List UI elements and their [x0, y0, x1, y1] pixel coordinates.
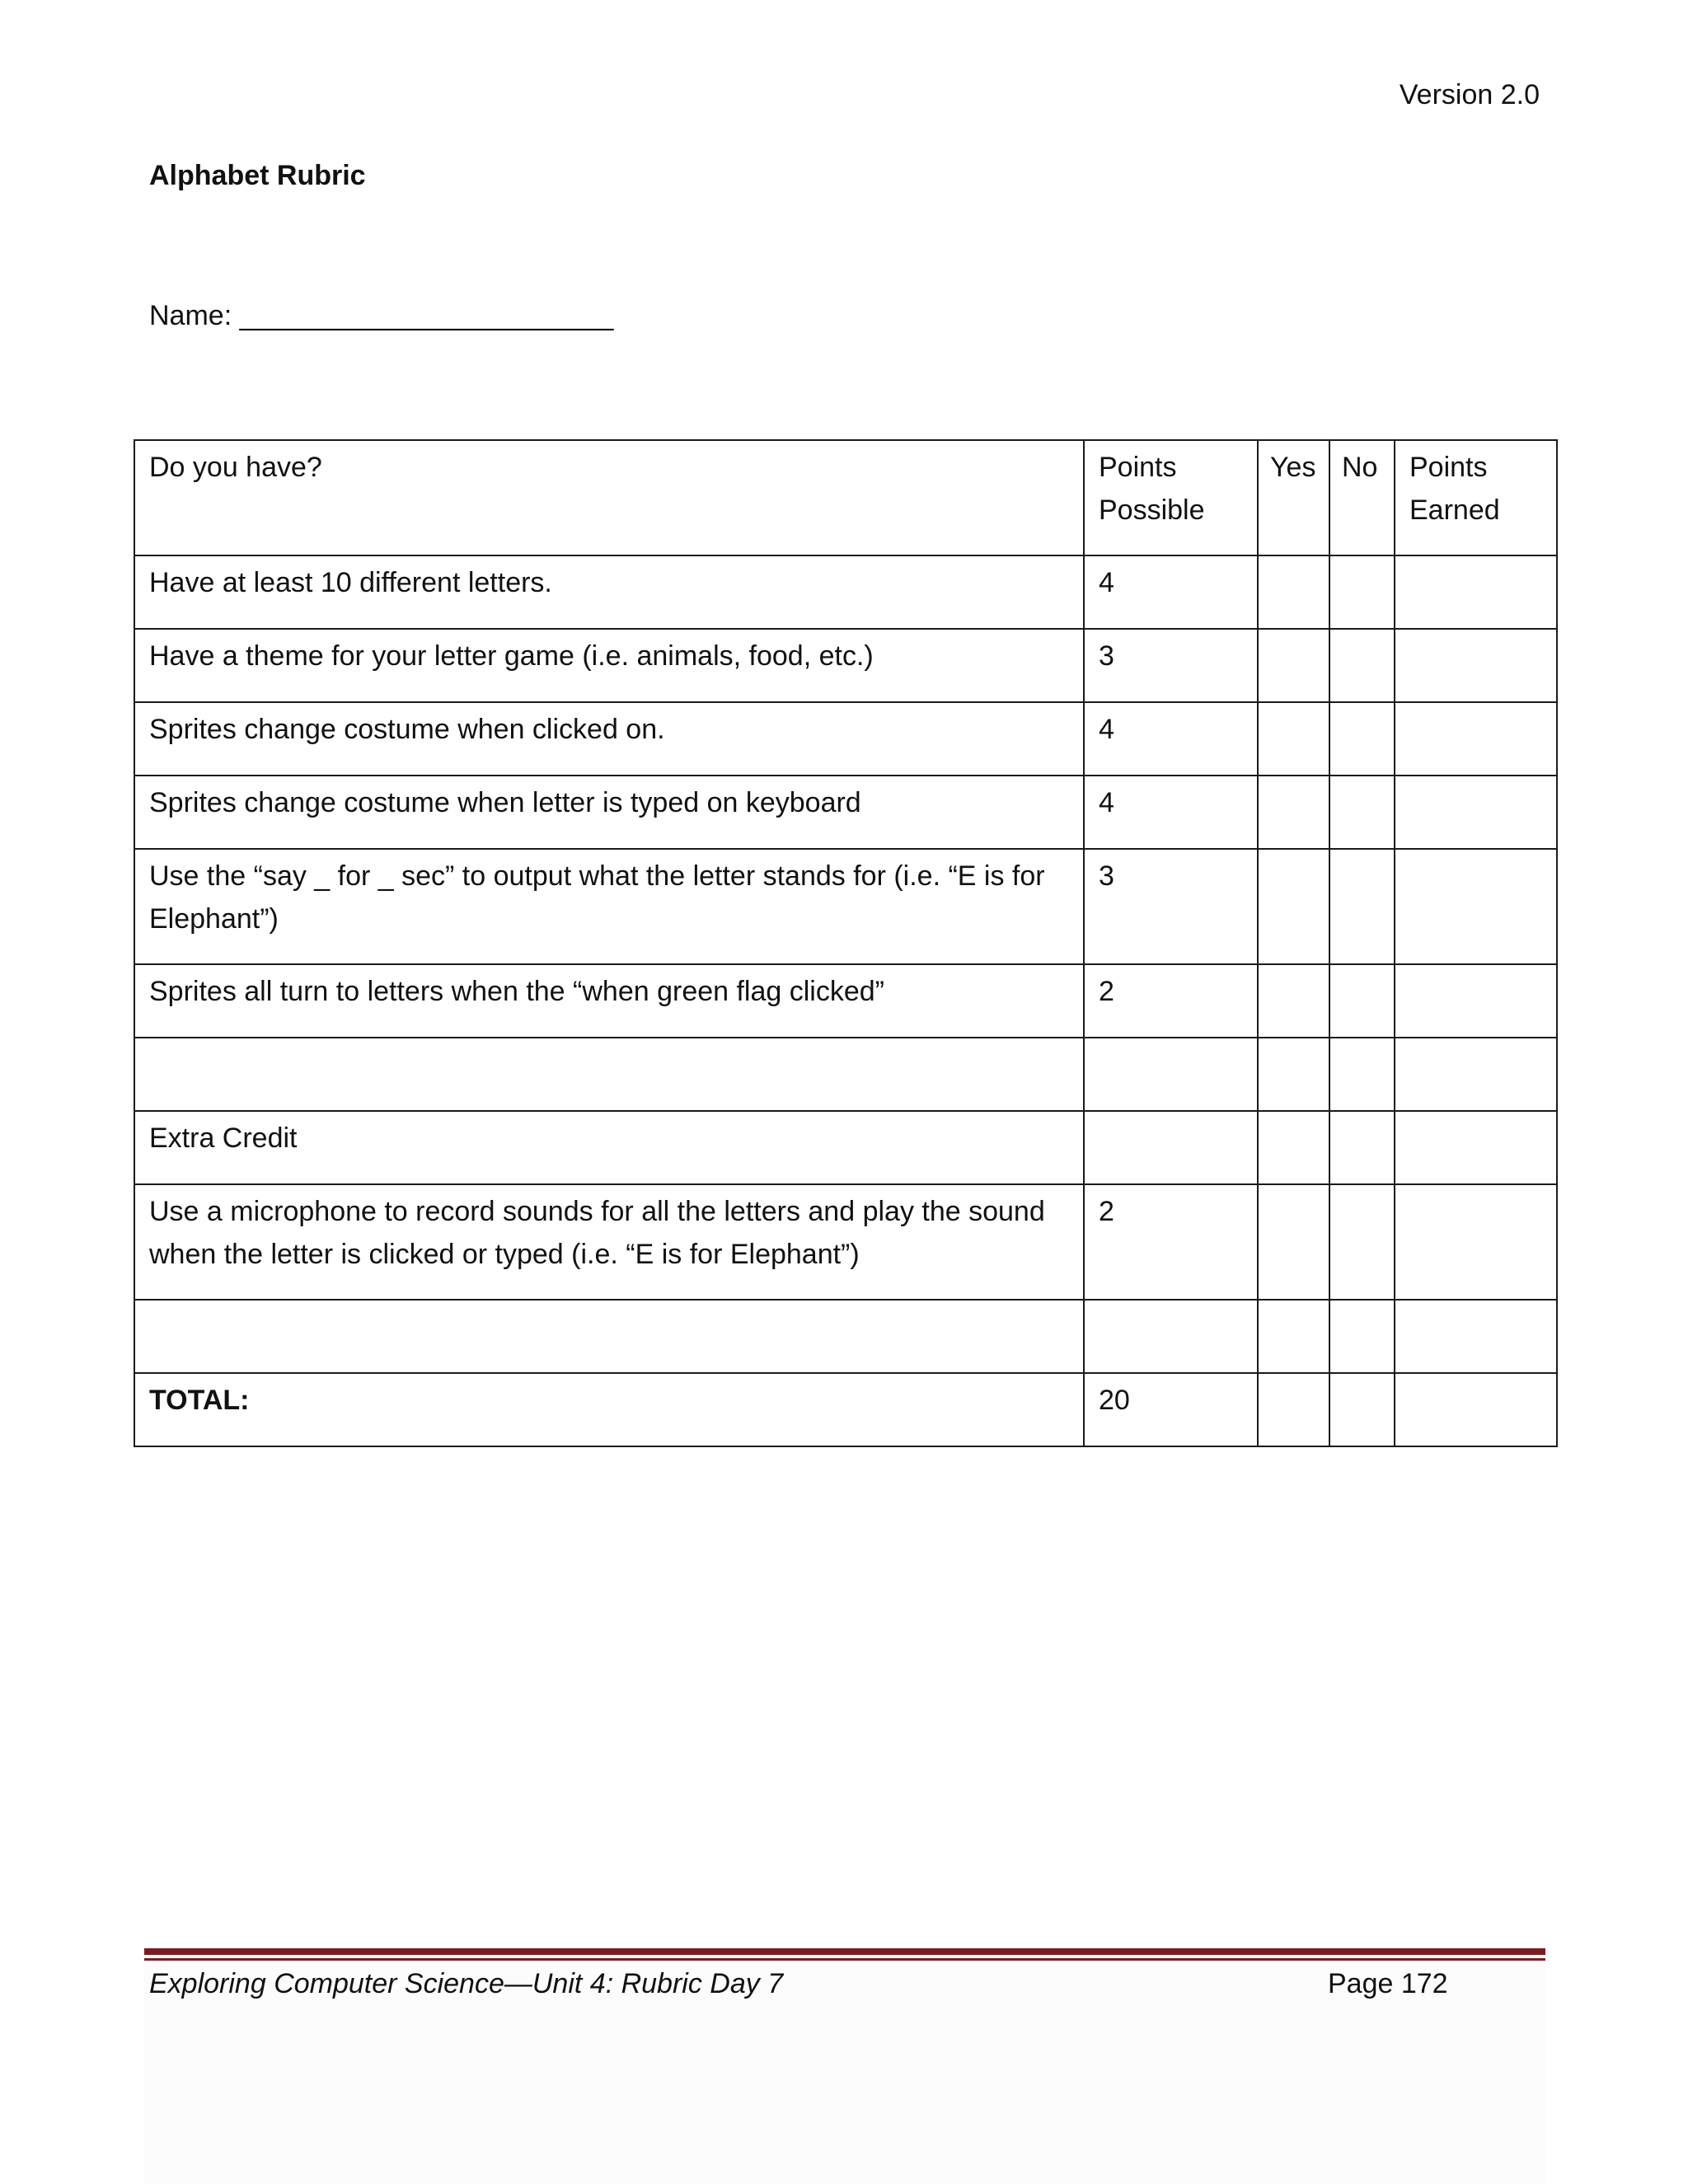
yes-cell[interactable] — [1258, 629, 1329, 702]
row-description: Sprites all turn to letters when the “when green flag clicked” — [134, 964, 1084, 1038]
points-earned-cell[interactable] — [1395, 1300, 1557, 1373]
points-earned-cell[interactable] — [1395, 776, 1557, 849]
points-earned-cell[interactable] — [1395, 702, 1557, 776]
yes-cell[interactable] — [1258, 1373, 1329, 1446]
no-cell[interactable] — [1329, 964, 1395, 1038]
rubric-table — [134, 439, 1558, 1447]
row-points-possible: 2 — [1084, 1184, 1258, 1300]
header-points-possible: Points Possible — [1084, 440, 1258, 555]
no-cell[interactable] — [1329, 629, 1395, 702]
total-row — [134, 1373, 1557, 1446]
row-description: Use the “say _ for _ sec” to output what the letter stands for (i.e. “E is for Elephant”) — [134, 849, 1084, 964]
footer-course-title: Exploring Computer Science—Unit 4: Rubric Day 7 — [149, 1968, 784, 1999]
row-description — [134, 1300, 1084, 1373]
yes-cell[interactable] — [1258, 1038, 1329, 1111]
no-cell[interactable] — [1329, 776, 1395, 849]
row-points-possible — [1084, 1300, 1258, 1373]
table-row — [134, 776, 1557, 849]
row-description — [134, 1038, 1084, 1111]
no-cell[interactable] — [1329, 1184, 1395, 1300]
no-cell[interactable] — [1329, 702, 1395, 776]
footer-divider — [144, 1948, 1545, 1955]
table-row — [134, 849, 1557, 964]
no-cell[interactable] — [1329, 1111, 1395, 1184]
footer-divider-thin — [144, 1958, 1545, 1961]
row-points-possible: 3 — [1084, 629, 1258, 702]
table-row — [134, 629, 1557, 702]
points-earned-cell[interactable] — [1395, 1373, 1557, 1446]
no-cell[interactable] — [1329, 849, 1395, 964]
row-description: Have a theme for your letter game (i.e. animals, food, etc.) — [134, 629, 1084, 702]
table-row — [134, 964, 1557, 1038]
points-earned-cell[interactable] — [1395, 849, 1557, 964]
row-description: Sprites change costume when letter is typed on keyboard — [134, 776, 1084, 849]
document-title: Alphabet Rubric — [149, 160, 366, 191]
table-row — [134, 555, 1557, 629]
total-label: TOTAL: — [134, 1373, 1084, 1446]
no-cell[interactable] — [1329, 1038, 1395, 1111]
yes-cell[interactable] — [1258, 1184, 1329, 1300]
table-row — [134, 1300, 1557, 1373]
row-description: Extra Credit — [134, 1111, 1084, 1184]
version-label: Version 2.0 — [1399, 79, 1540, 110]
yes-cell[interactable] — [1258, 555, 1329, 629]
table-row — [134, 1111, 1557, 1184]
table-row — [134, 702, 1557, 776]
row-points-possible — [1084, 1111, 1258, 1184]
points-earned-cell[interactable] — [1395, 1111, 1557, 1184]
yes-cell[interactable] — [1258, 964, 1329, 1038]
points-earned-cell[interactable] — [1395, 964, 1557, 1038]
row-points-possible: 2 — [1084, 964, 1258, 1038]
points-earned-cell[interactable] — [1395, 629, 1557, 702]
row-points-possible: 3 — [1084, 849, 1258, 964]
no-cell[interactable] — [1329, 1373, 1395, 1446]
row-points-possible — [1084, 1038, 1258, 1111]
row-points-possible: 4 — [1084, 702, 1258, 776]
header-yes: Yes — [1258, 440, 1329, 555]
points-earned-cell[interactable] — [1395, 1038, 1557, 1111]
no-cell[interactable] — [1329, 1300, 1395, 1373]
name-field-label: Name: ________________________ — [149, 300, 614, 331]
row-points-possible: 4 — [1084, 555, 1258, 629]
header-description: Do you have? — [134, 440, 1084, 555]
table-header-row — [134, 440, 1557, 555]
yes-cell[interactable] — [1258, 776, 1329, 849]
footer-page-number: Page 172 — [1328, 1968, 1448, 1999]
row-points-possible: 4 — [1084, 776, 1258, 849]
no-cell[interactable] — [1329, 555, 1395, 629]
row-description: Use a microphone to record sounds for all the letters and play the sound when the letter is clicked or typed (i.e. “E is for Elephant”) — [134, 1184, 1084, 1300]
yes-cell[interactable] — [1258, 849, 1329, 964]
points-earned-cell[interactable] — [1395, 1184, 1557, 1300]
yes-cell[interactable] — [1258, 702, 1329, 776]
yes-cell[interactable] — [1258, 1111, 1329, 1184]
table-row — [134, 1184, 1557, 1300]
row-description: Have at least 10 different letters. — [134, 555, 1084, 629]
points-earned-cell[interactable] — [1395, 555, 1557, 629]
yes-cell[interactable] — [1258, 1300, 1329, 1373]
table-row — [134, 1038, 1557, 1111]
total-points-possible: 20 — [1084, 1373, 1258, 1446]
header-points-earned: Points Earned — [1395, 440, 1557, 555]
header-no: No — [1329, 440, 1395, 555]
row-description: Sprites change costume when clicked on. — [134, 702, 1084, 776]
